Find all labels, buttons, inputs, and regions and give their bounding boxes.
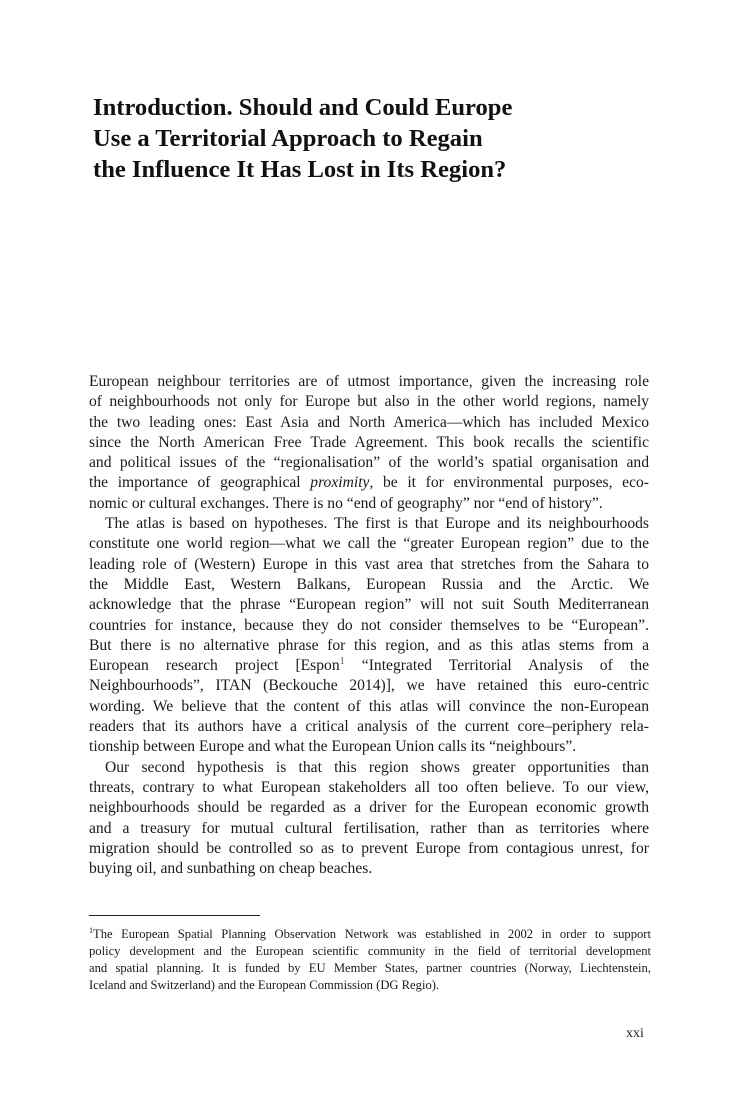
paragraph-1 xyxy=(89,372,649,514)
text-line: acknowledge that the phrase “European region” will not suit South Mediterranean xyxy=(89,596,649,614)
text-line: the two leading ones: East Asia and North America—which has included Mexico xyxy=(89,413,649,431)
text-line: tionship between Europe and what the European Union calls its “neighbours”. xyxy=(89,738,577,756)
text-line: European neighbour territories are of utmost importance, given the increasing role xyxy=(89,373,649,390)
chapter-title-line: the Influence It Has Lost in Its Region? xyxy=(93,156,507,183)
footnote-line xyxy=(89,926,651,943)
text-line: the Middle East, Western Balkans, European Russia and the Arctic. We xyxy=(89,575,649,593)
text-run: the importance of geographical xyxy=(89,474,311,492)
text-line: of neighbourhoods not only for Europe but also in the other world regions, namely xyxy=(89,393,649,411)
footnote-line: Iceland and Switzerland) and the European Commission (DG Regio). xyxy=(89,978,440,992)
text-run: “Integrated Territorial Analysis of the xyxy=(344,657,649,675)
text-line: constitute one world region—what we call the “greater European region” due to the xyxy=(89,535,649,553)
text-line: neighbourhoods should be regarded as a driver for the European economic growth xyxy=(89,799,649,817)
text-line: Our second hypothesis is that this region shows greater opportunities than xyxy=(105,758,649,776)
body-text xyxy=(89,372,649,879)
chapter-title-line: Use a Territorial Approach to Regain xyxy=(93,125,483,152)
text-run: European research project [Espon xyxy=(89,657,340,675)
text-line: migration should be controlled so as to prevent Europe from contagious unrest, for xyxy=(89,839,649,857)
footnote-marker: 1 xyxy=(89,926,93,935)
paragraph-3 xyxy=(89,758,649,880)
page-number: xxi xyxy=(626,1026,644,1041)
emphasis-proximity: proximity xyxy=(310,474,370,492)
footnote-1 xyxy=(89,926,651,994)
paragraph-2 xyxy=(89,514,649,758)
text-line: nomic or cultural exchanges. There is no “end of geography” nor “end of history”. xyxy=(89,494,603,512)
footnote-reference-link[interactable]: 1 xyxy=(339,656,345,668)
text-line: But there is no alternative phrase for this region, and as this atlas stems from a xyxy=(89,636,649,654)
text-line: countries for instance, because they do not consider themselves to be “European”. xyxy=(89,616,649,634)
chapter-title xyxy=(93,92,613,185)
text-line: since the North American Free Trade Agreement. This book recalls the scientific xyxy=(89,433,649,451)
text-line: readers that its authors have a critical analysis of the current core–periphery rela- xyxy=(89,718,649,736)
text-line: buying oil, and sunbathing on cheap beaches. xyxy=(89,860,373,878)
text-line: Neighbourhoods”, ITAN (Beckouche 2014)], we have retained this euro-centric xyxy=(89,677,649,695)
footnote-line: policy development and the European scientific community in the field of territorial development xyxy=(89,944,651,958)
footnote-line: and spatial planning. It is funded by EU Member States, partner countries (Norway, Liechtenstein, xyxy=(89,961,651,975)
text-line: threats, contrary to what European stakeholders all too often believe. To our view, xyxy=(89,778,649,796)
text-line: The atlas is based on hypotheses. The first is that Europe and its neighbourhoods xyxy=(105,515,649,533)
text-line xyxy=(89,473,649,493)
chapter-title-line: Introduction. Should and Could Europe xyxy=(93,94,513,121)
text-line: wording. We believe that the content of this atlas will convince the non-European xyxy=(89,697,649,715)
text-line xyxy=(89,656,649,676)
footnote-divider xyxy=(89,915,260,916)
text-run: The European Spatial Planning Observation Network was established in 2002 in order to support xyxy=(93,927,651,941)
text-line: and political issues of the “regionalisation” of the world’s spatial organisation and xyxy=(89,454,649,472)
text-line: and a treasury for mutual cultural fertilisation, rather than as territories where xyxy=(89,819,649,837)
text-line: leading role of (Western) Europe in this vast area that stretches from the Sahara to xyxy=(89,555,649,573)
text-run: , be it for environmental purposes, eco- xyxy=(369,474,649,492)
